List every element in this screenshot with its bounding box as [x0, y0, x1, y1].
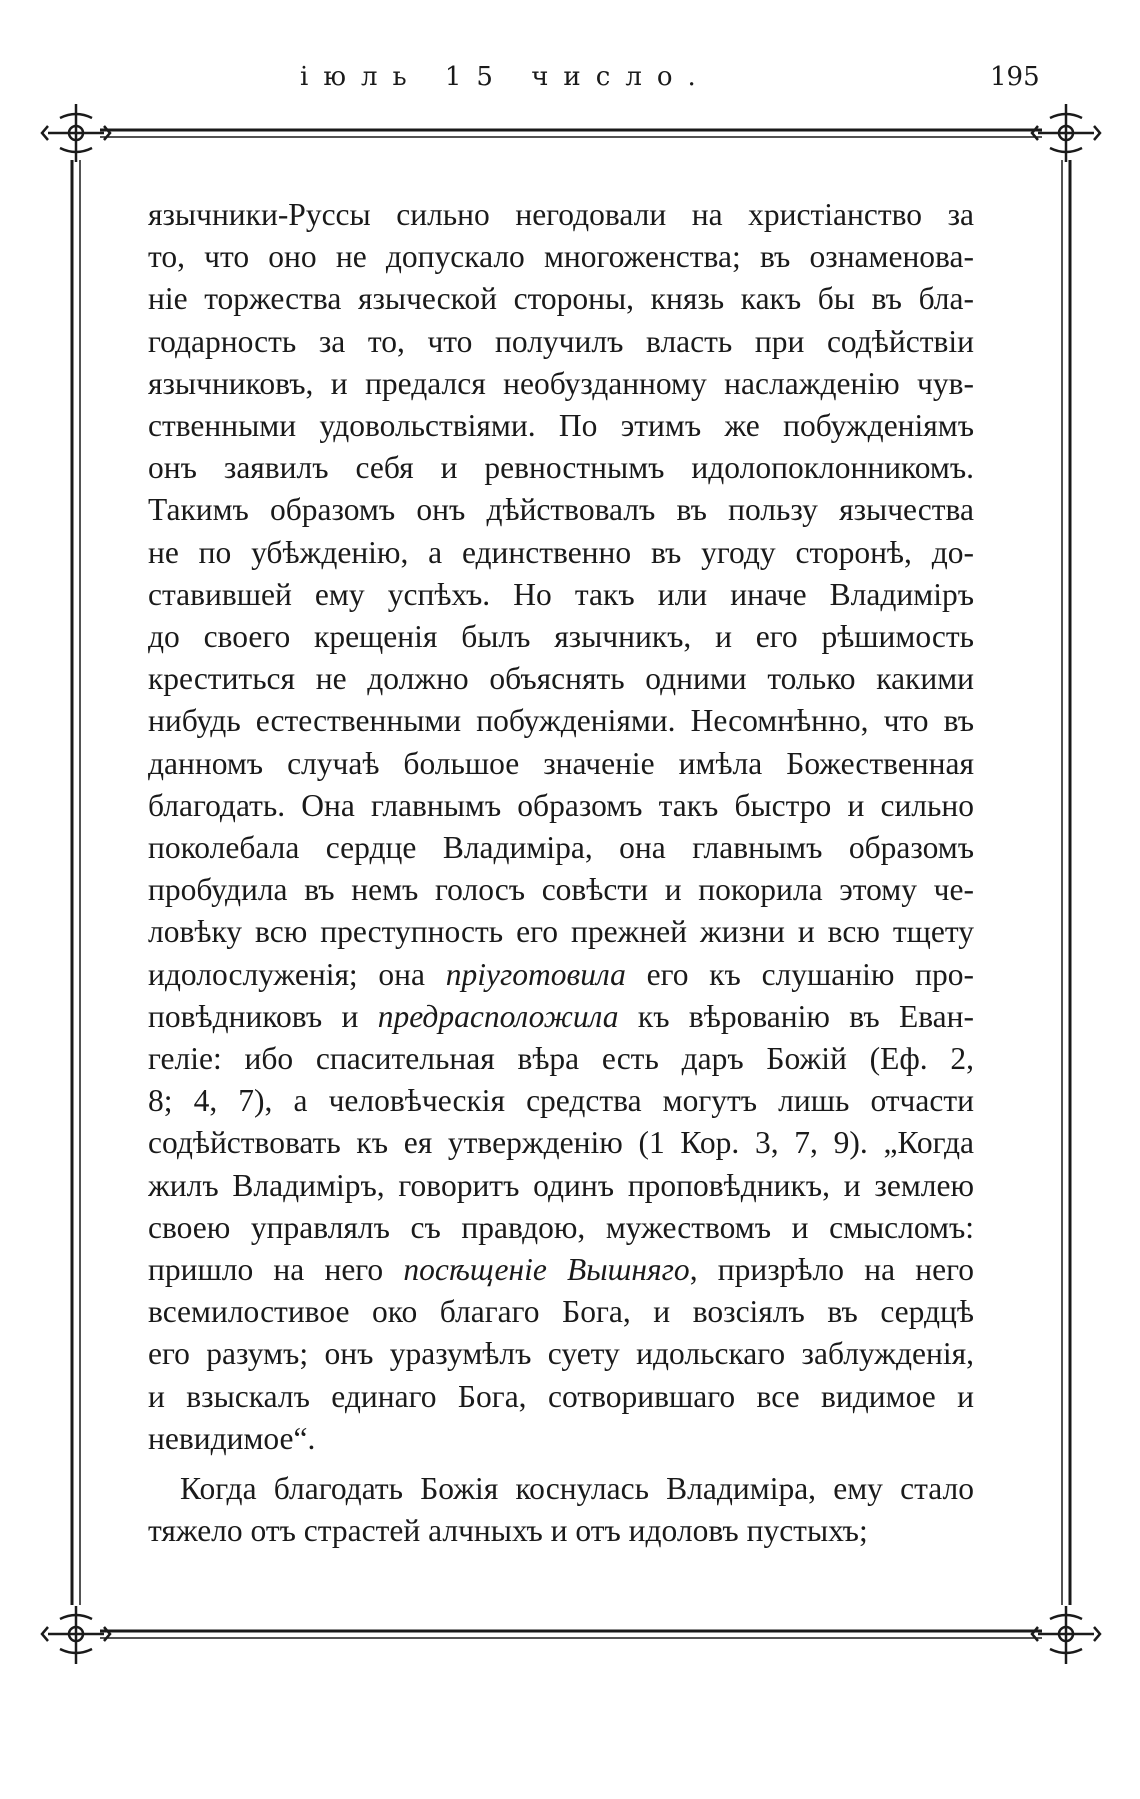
text-segment: то, что оно не допускало многоженства; въ ознаменова- — [148, 239, 974, 275]
corner-ornament-bottom-left — [42, 1606, 110, 1664]
text-segment: геліе: ибо спасительная вѣра есть даръ Божій (Еф. 2, — [148, 1041, 974, 1077]
text-segment: , призрѣло на него — [689, 1252, 974, 1288]
text-segment: годарность за то, что получилъ власть при содѣйствіи — [148, 323, 974, 359]
text-segment: къ вѣрованію въ Еван- — [618, 998, 974, 1034]
text-line — [148, 532, 974, 574]
text-line — [148, 1333, 974, 1375]
text-line — [148, 658, 974, 700]
text-segment: его къ слушанію про- — [625, 956, 974, 992]
text-line — [148, 194, 974, 236]
text-segment: своею управлялъ съ правдою, мужествомъ и смысломъ: — [148, 1209, 974, 1245]
text-segment: невидимое“. — [148, 1420, 316, 1456]
text-segment: тяжело отъ страстей алчныхъ и отъ идоловъ пустыхъ; — [148, 1513, 868, 1549]
text-line — [148, 1165, 974, 1207]
italic-emphasis: посѣщеніе Вышняго — [403, 1252, 690, 1288]
text-segment: ставившей ему успѣхъ. Но такъ или иначе Владиміръ — [148, 576, 974, 612]
text-segment: ніе торжества языческой стороны, князь какъ бы въ бла- — [148, 281, 974, 317]
text-line — [148, 743, 974, 785]
body-text — [148, 194, 974, 1553]
text-segment: до своего крещенія былъ язычникъ, и его рѣшимость — [148, 619, 974, 655]
text-segment: креститься не должно объяснять одними только какими — [148, 661, 974, 697]
text-line — [148, 447, 974, 489]
text-segment: благодать. Она главнымъ образомъ такъ быстро и сильно — [148, 787, 974, 823]
text-segment: всемилостивое око благаго Бога, и возсіялъ въ сердцѣ — [148, 1294, 974, 1330]
italic-emphasis: предрасположила — [377, 998, 619, 1034]
running-title: іюль 15 число. — [300, 62, 711, 92]
text-line — [148, 1080, 974, 1122]
text-segment: пришло на него — [148, 1252, 404, 1288]
text-line — [148, 278, 974, 320]
text-line — [148, 236, 974, 278]
text-segment: жилъ Владиміръ, говоритъ одинъ проповѣдникъ, и землею — [148, 1167, 974, 1203]
text-segment: язычниковъ, и предался необузданному наслажденію чув- — [148, 365, 974, 401]
text-line — [148, 1291, 974, 1333]
corner-ornament-top-left — [42, 104, 110, 162]
text-line — [148, 869, 974, 911]
text-segment: 8; 4, 7), а человѣческія средства могутъ лишь отчасти — [148, 1083, 974, 1119]
text-segment: Такимъ образомъ онъ дѣйствовалъ въ пользу язычества — [148, 492, 974, 528]
text-segment: язычники-Руссы сильно негодовали на христіанство за — [148, 197, 974, 232]
text-line — [148, 827, 974, 869]
corner-ornament-top-right — [1032, 104, 1100, 162]
text-line — [148, 996, 974, 1038]
italic-emphasis: пріуготовила — [445, 956, 626, 992]
text-line — [148, 574, 974, 616]
paragraph — [148, 194, 974, 1460]
text-segment: повѣдниковъ и — [148, 998, 378, 1034]
text-segment: и взыскалъ единаго Бога, сотворившаго все видимое и — [148, 1378, 974, 1414]
text-segment: ственными удовольствіями. По этимъ же побужденіямъ — [148, 408, 974, 444]
text-segment: пробудила въ немъ голосъ совѣсти и покорила этому че- — [148, 872, 974, 908]
text-line — [148, 489, 974, 531]
text-segment: ловѣку всю преступность его прежней жизни и всю тщету — [148, 914, 974, 950]
text-line — [148, 700, 974, 742]
text-line — [148, 954, 974, 996]
text-segment: Когда благодать Божія коснулась Владиміра, ему стало — [180, 1471, 974, 1507]
text-line — [148, 321, 974, 363]
text-segment: идолослуженія; она — [148, 956, 446, 992]
text-segment: нибудь естественными побужденіями. Несомнѣнно, что въ — [148, 703, 974, 739]
text-segment: поколебала сердце Владиміра, она главнымъ образомъ — [148, 830, 974, 866]
text-line — [148, 1510, 974, 1552]
text-segment: его разумъ; онъ уразумѣлъ суету идольскаго заблужденія, — [148, 1336, 974, 1372]
text-line — [148, 785, 974, 827]
text-segment: содѣйствовать къ ея утвержденію (1 Кор. 3, 7, 9). „Когда — [148, 1125, 974, 1161]
text-line — [148, 1468, 974, 1510]
text-segment: данномъ случаѣ большое значеніе имѣла Божественная — [148, 745, 974, 781]
text-line — [148, 1376, 974, 1418]
text-line — [148, 1122, 974, 1164]
text-line — [148, 363, 974, 405]
page-number: 195 — [990, 62, 1040, 92]
text-line — [148, 911, 974, 953]
corner-ornament-bottom-right — [1032, 1606, 1100, 1664]
paragraph — [148, 1468, 974, 1552]
text-line — [148, 616, 974, 658]
text-segment: не по убѣжденію, а единственно въ угоду сторонѣ, до- — [148, 534, 974, 570]
text-line — [148, 1418, 974, 1460]
text-segment: онъ заявилъ себя и ревностнымъ идолопоклонникомъ. — [148, 450, 974, 486]
text-line — [148, 1038, 974, 1080]
text-line — [148, 1207, 974, 1249]
text-line — [148, 1249, 974, 1291]
text-line — [148, 405, 974, 447]
